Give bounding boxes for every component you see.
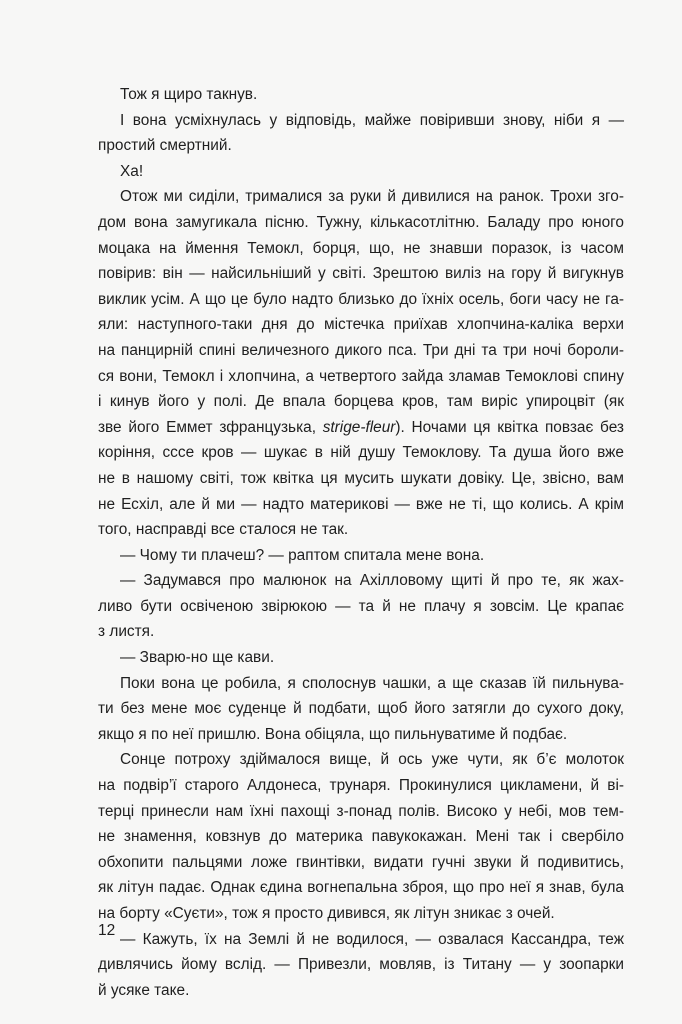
text-line: на подвір’ї старого Алдонеса, трунаря. Прокинулися цикламени, й ві- <box>98 777 624 795</box>
text-line: Сонце потроху здіймалося вище, й ось уже чути, як б’є молоток <box>120 751 624 769</box>
text-line: моцака на ймення Темокл, борця, що, не знавши поразок, із часом <box>98 239 624 257</box>
text-line: Тож я щиро такнув. <box>120 86 258 103</box>
text-line-with-italic <box>98 415 624 441</box>
italic-term: strige-fleur <box>322 418 396 436</box>
text-line: й усяке таке. <box>98 981 190 999</box>
text-line: дивлячись йому вслід. — Привезли, мовляв, із Титану — у зоопарки <box>98 956 624 974</box>
text-line: якщо я по неї пришлю. Вона обіцяла, що пильнуватиме й подбає. <box>98 725 568 743</box>
text-line: і кинув його у полі. Де впала борцева кров, там виріс упироцвіт (як <box>98 393 624 411</box>
text-line: ливо бути освіченою звірюкою — та й не плачу я зовсім. Це крапає <box>98 597 624 615</box>
text-line: ти без мене моє суденце й подбати, щоб його затягли до сухого доку, <box>98 700 624 718</box>
text-line: Отож ми сиділи, трималися за руки й дивилися на ранок. Трохи зго- <box>120 188 624 206</box>
page-number: 12 <box>98 922 116 939</box>
text-line: на панцирній спині величезного дикого пса. Три дні та три ночі бороли- <box>98 341 624 359</box>
text-line: повірив: він — найсильніший у світі. Зрештою виліз на гору й вигукнув <box>98 265 624 283</box>
text-line: виклик усім. А що це було надто близько до їхніх осель, боги часу не га- <box>98 290 624 308</box>
text-line: Ха! <box>120 162 144 180</box>
text-line: І вона усміхнулась у відповідь, майже повіривши знову, ніби я — <box>120 111 624 129</box>
text-segment: зве його Еммет зфранцузька, <box>98 418 323 436</box>
text-line: обхопити пальцями ложе гвинтівки, видати гучні звуки й подивитись, <box>98 853 624 871</box>
text-line: не Есхіл, але й ми — надто материкові — вже не ті, що колись. А крім <box>98 495 624 513</box>
text-line: Поки вона це робила, я сполоснув чашки, а ще сказав їй пильнува- <box>120 674 624 692</box>
text-line: як літун падає. Однак єдина вогнепальна зброя, що про неї я знав, була <box>98 879 624 897</box>
text-line: того, насправді все сталося не так. <box>98 521 349 539</box>
text-line: простий смертний. <box>98 137 232 155</box>
text-line: дом вона замугикала пісню. Тужну, кількасотлітню. Баладу про юного <box>98 213 624 231</box>
text-line: коріння, сссе кров — шукає в ній душу Темоклову. Та душа його вже <box>98 444 624 462</box>
text-line: не в нашому світі, тож квітка ця мусить шукати довіку. Це, звісно, вам <box>98 469 624 487</box>
text-line: — Кажуть, їх на Землі й не водилося, — озвалася Кассандра, теж <box>120 930 624 948</box>
text-line: на борту «Суєти», тож я просто дивився, як літун зникає з очей. <box>98 905 555 922</box>
text-line: терці принесли нам їхні пахощі з-понад полів. Високо у небі, мов тем- <box>98 802 624 820</box>
text-line: — Задумався про малюнок на Ахілловому щиті й про те, як жах- <box>120 572 624 590</box>
text-line: не знамення, ковзнув до материка павукокажан. Мені так і свербіло <box>98 828 624 846</box>
text-line: з листя. <box>98 623 155 641</box>
text-line: — Чому ти плачеш? — раптом спитала мене вона. <box>120 546 485 564</box>
text-line: ся вони, Темокл і хлопчина, а четвертого зайда зламав Темоклові спину <box>98 367 624 385</box>
book-page-text <box>98 82 624 1003</box>
text-line: яли: наступного-таки дня до містечка приїхав хлопчина-каліка верхи <box>98 316 624 334</box>
text-line: — Зварю-но ще кави. <box>120 649 275 667</box>
text-segment: ). Ночами ця квітка повзає без <box>395 418 624 436</box>
